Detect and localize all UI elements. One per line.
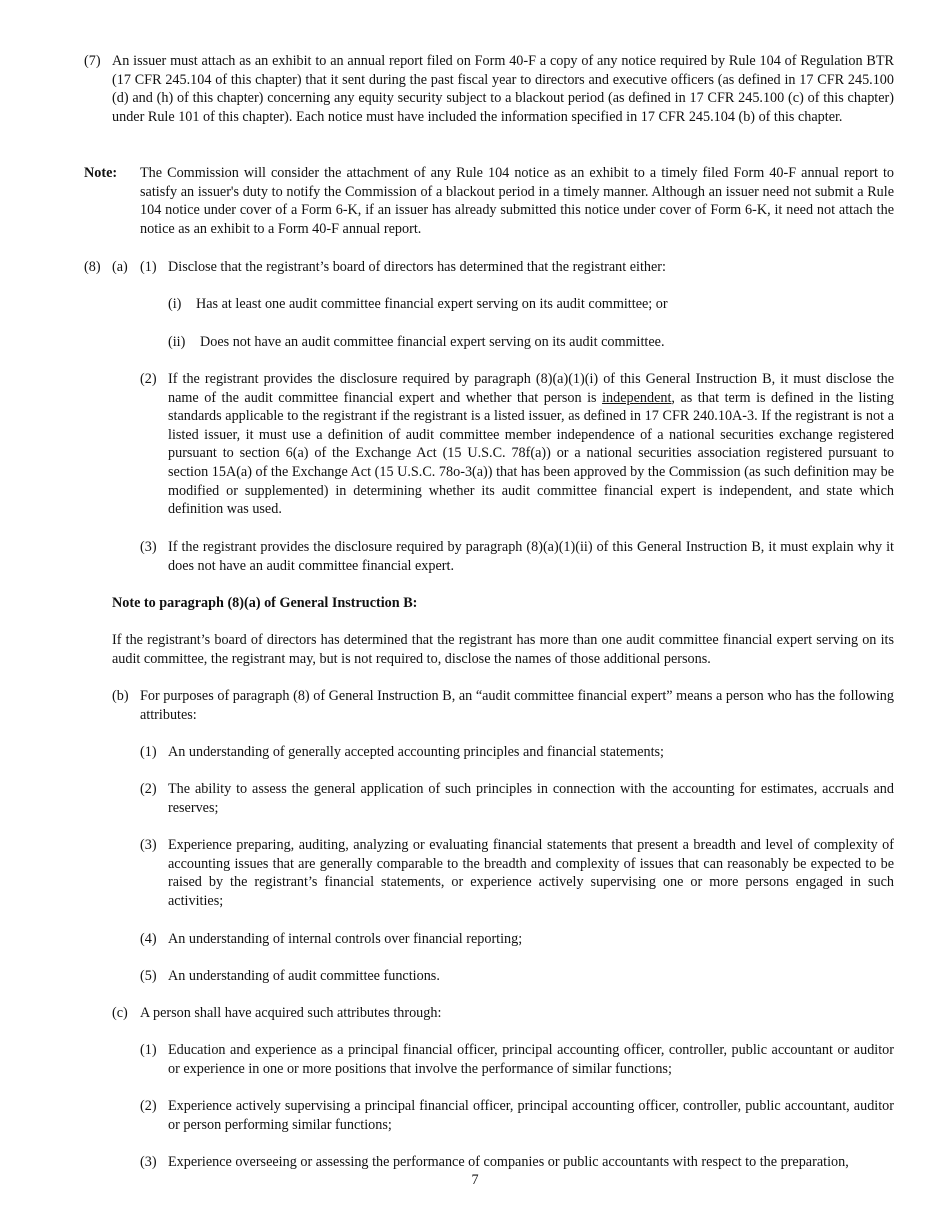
item-8b5-label: (5) [140, 968, 157, 984]
note-8a-heading: Note to paragraph (8)(a) of General Instruction B: [112, 595, 418, 611]
item-8a1-i-label: (i) [168, 296, 182, 312]
item-8c2-label: (2) [140, 1098, 157, 1114]
item-8a2-text-before: If the registrant provides the disclosure required by paragraph (8)(a)(1)(i) of this General Instruction B, it must disclose the name of the audit committee financial expert and whether that person is [168, 371, 894, 406]
item-8b-label: (b) [112, 688, 129, 704]
independent-term: independent [602, 389, 672, 406]
item-8a2-label: (2) [140, 371, 157, 387]
note-text: The Commission will consider the attachment of any Rule 104 notice as an exhibit to a timely filed Form 40-F annual report to satisfy an issuer's duty to notify the Commission of a blackout period in a timely manner. Although an issuer need not submit a Rule 104 notice under cover of a Form 6-K, if an issuer has already submitted this notice under cover of Form 6-K, it need not attach the notice as an exhibit to a Form 40-F annual report. [140, 165, 894, 237]
item-8a3-text: If the registrant provides the disclosure required by paragraph (8)(a)(1)(ii) of this General Instruction B, it must explain why it does not have an audit committee financial expert. [168, 539, 894, 574]
item-8b-text: For purposes of paragraph (8) of General Instruction B, an “audit committee financial expert” means a person who has the following attributes: [140, 688, 894, 723]
item-8a2-text [168, 370, 894, 519]
note-8a-text: If the registrant’s board of directors has determined that the registrant has more than one audit committee financial expert serving on its audit committee, the registrant may, but is not required to, disclose the names of those additional persons. [112, 632, 894, 667]
item-8a2-text-after: , as that term is defined in the listing standards applicable to the registrant if the registrant is a listed issuer, as defined in 17 CFR 240.10A-3. If the registrant is not a listed issuer, it must use a definition of audit committee member independence of a national securities exchange registered pursuant to section 6(a) of the Exchange Act (15 U.S.C. 78f(a)) or a national securities association registered pursuant to section 15A(a) of the Exchange Act (15 U.S.C. 78o-3(a)) that has been approved by the Commission (as such definition may be modified or supplemented) in determining whether its audit committee financial expert is independent, and state which definition was used. [168, 389, 894, 518]
item-8b2-text: The ability to assess the general application of such principles in connection with the accounting for estimates, accruals and reserves; [168, 781, 894, 816]
item-8b2-label: (2) [140, 781, 157, 797]
item-8c3-label: (3) [140, 1154, 157, 1170]
item-8c-label: (c) [112, 1005, 128, 1021]
item-8a-label: (a) [112, 259, 128, 275]
item-8c1-text: Education and experience as a principal financial officer, principal accounting officer, controller, public accountant or auditor or experience in one or more positions that involve the performance of similar functions; [168, 1042, 894, 1077]
item-8b1-text: An understanding of generally accepted accounting principles and financial statements; [168, 744, 664, 760]
item-8a1-ii-label: (ii) [168, 334, 186, 350]
item-8c2-text: Experience actively supervising a principal financial officer, principal accounting officer, controller, public accountant, auditor or person performing similar functions; [168, 1098, 894, 1133]
item-8b1-label: (1) [140, 744, 157, 760]
item-8a1-text: Disclose that the registrant’s board of directors has determined that the registrant either: [168, 259, 666, 275]
item-8a3-label: (3) [140, 539, 157, 555]
item-8c3-text: Experience overseeing or assessing the performance of companies or public accountants with respect to the preparation, [168, 1154, 849, 1170]
item-8c-text: A person shall have acquired such attributes through: [140, 1005, 442, 1021]
item-8-label: (8) [84, 259, 101, 275]
item-8a1-label: (1) [140, 259, 157, 275]
page-number: 7 [471, 1172, 479, 1188]
item-8b4-label: (4) [140, 931, 157, 947]
item-8a1-ii-text: Does not have an audit committee financial expert serving on its audit committee. [200, 334, 665, 350]
item-7-text: An issuer must attach as an exhibit to an annual report filed on Form 40-F a copy of any notice required by Rule 104 of Regulation BTR (17 CFR 245.104 of this chapter) that it sent during the past fiscal year to directors and executive officers (as defined in 17 CFR 245.100 (d) and (h) of this chapter) concerning any equity security subject to a blackout period (as defined in 17 CFR 245.100 (c) of this chapter) under Rule 101 of this chapter). Each notice must have included the information specified in 17 CFR 245.104 (b) of this chapter. [112, 53, 894, 125]
item-8c1-label: (1) [140, 1042, 157, 1058]
item-8b4-text: An understanding of internal controls over financial reporting; [168, 931, 523, 947]
note-label: Note: [84, 165, 118, 181]
item-8b3-text: Experience preparing, auditing, analyzing or evaluating financial statements that present a breadth and level of complexity of accounting issues that are generally comparable to the breadth and complexity of issues that can reasonably be expected to be raised by the registrant’s financial statements, or experience actively supervising one or more persons engaged in such activities; [168, 837, 894, 909]
item-8a1-i-text: Has at least one audit committee financial expert serving on its audit committee; or [196, 296, 668, 312]
item-8b5-text: An understanding of audit committee functions. [168, 968, 440, 984]
item-8b3-label: (3) [140, 837, 157, 853]
item-7-label: (7) [84, 53, 101, 69]
